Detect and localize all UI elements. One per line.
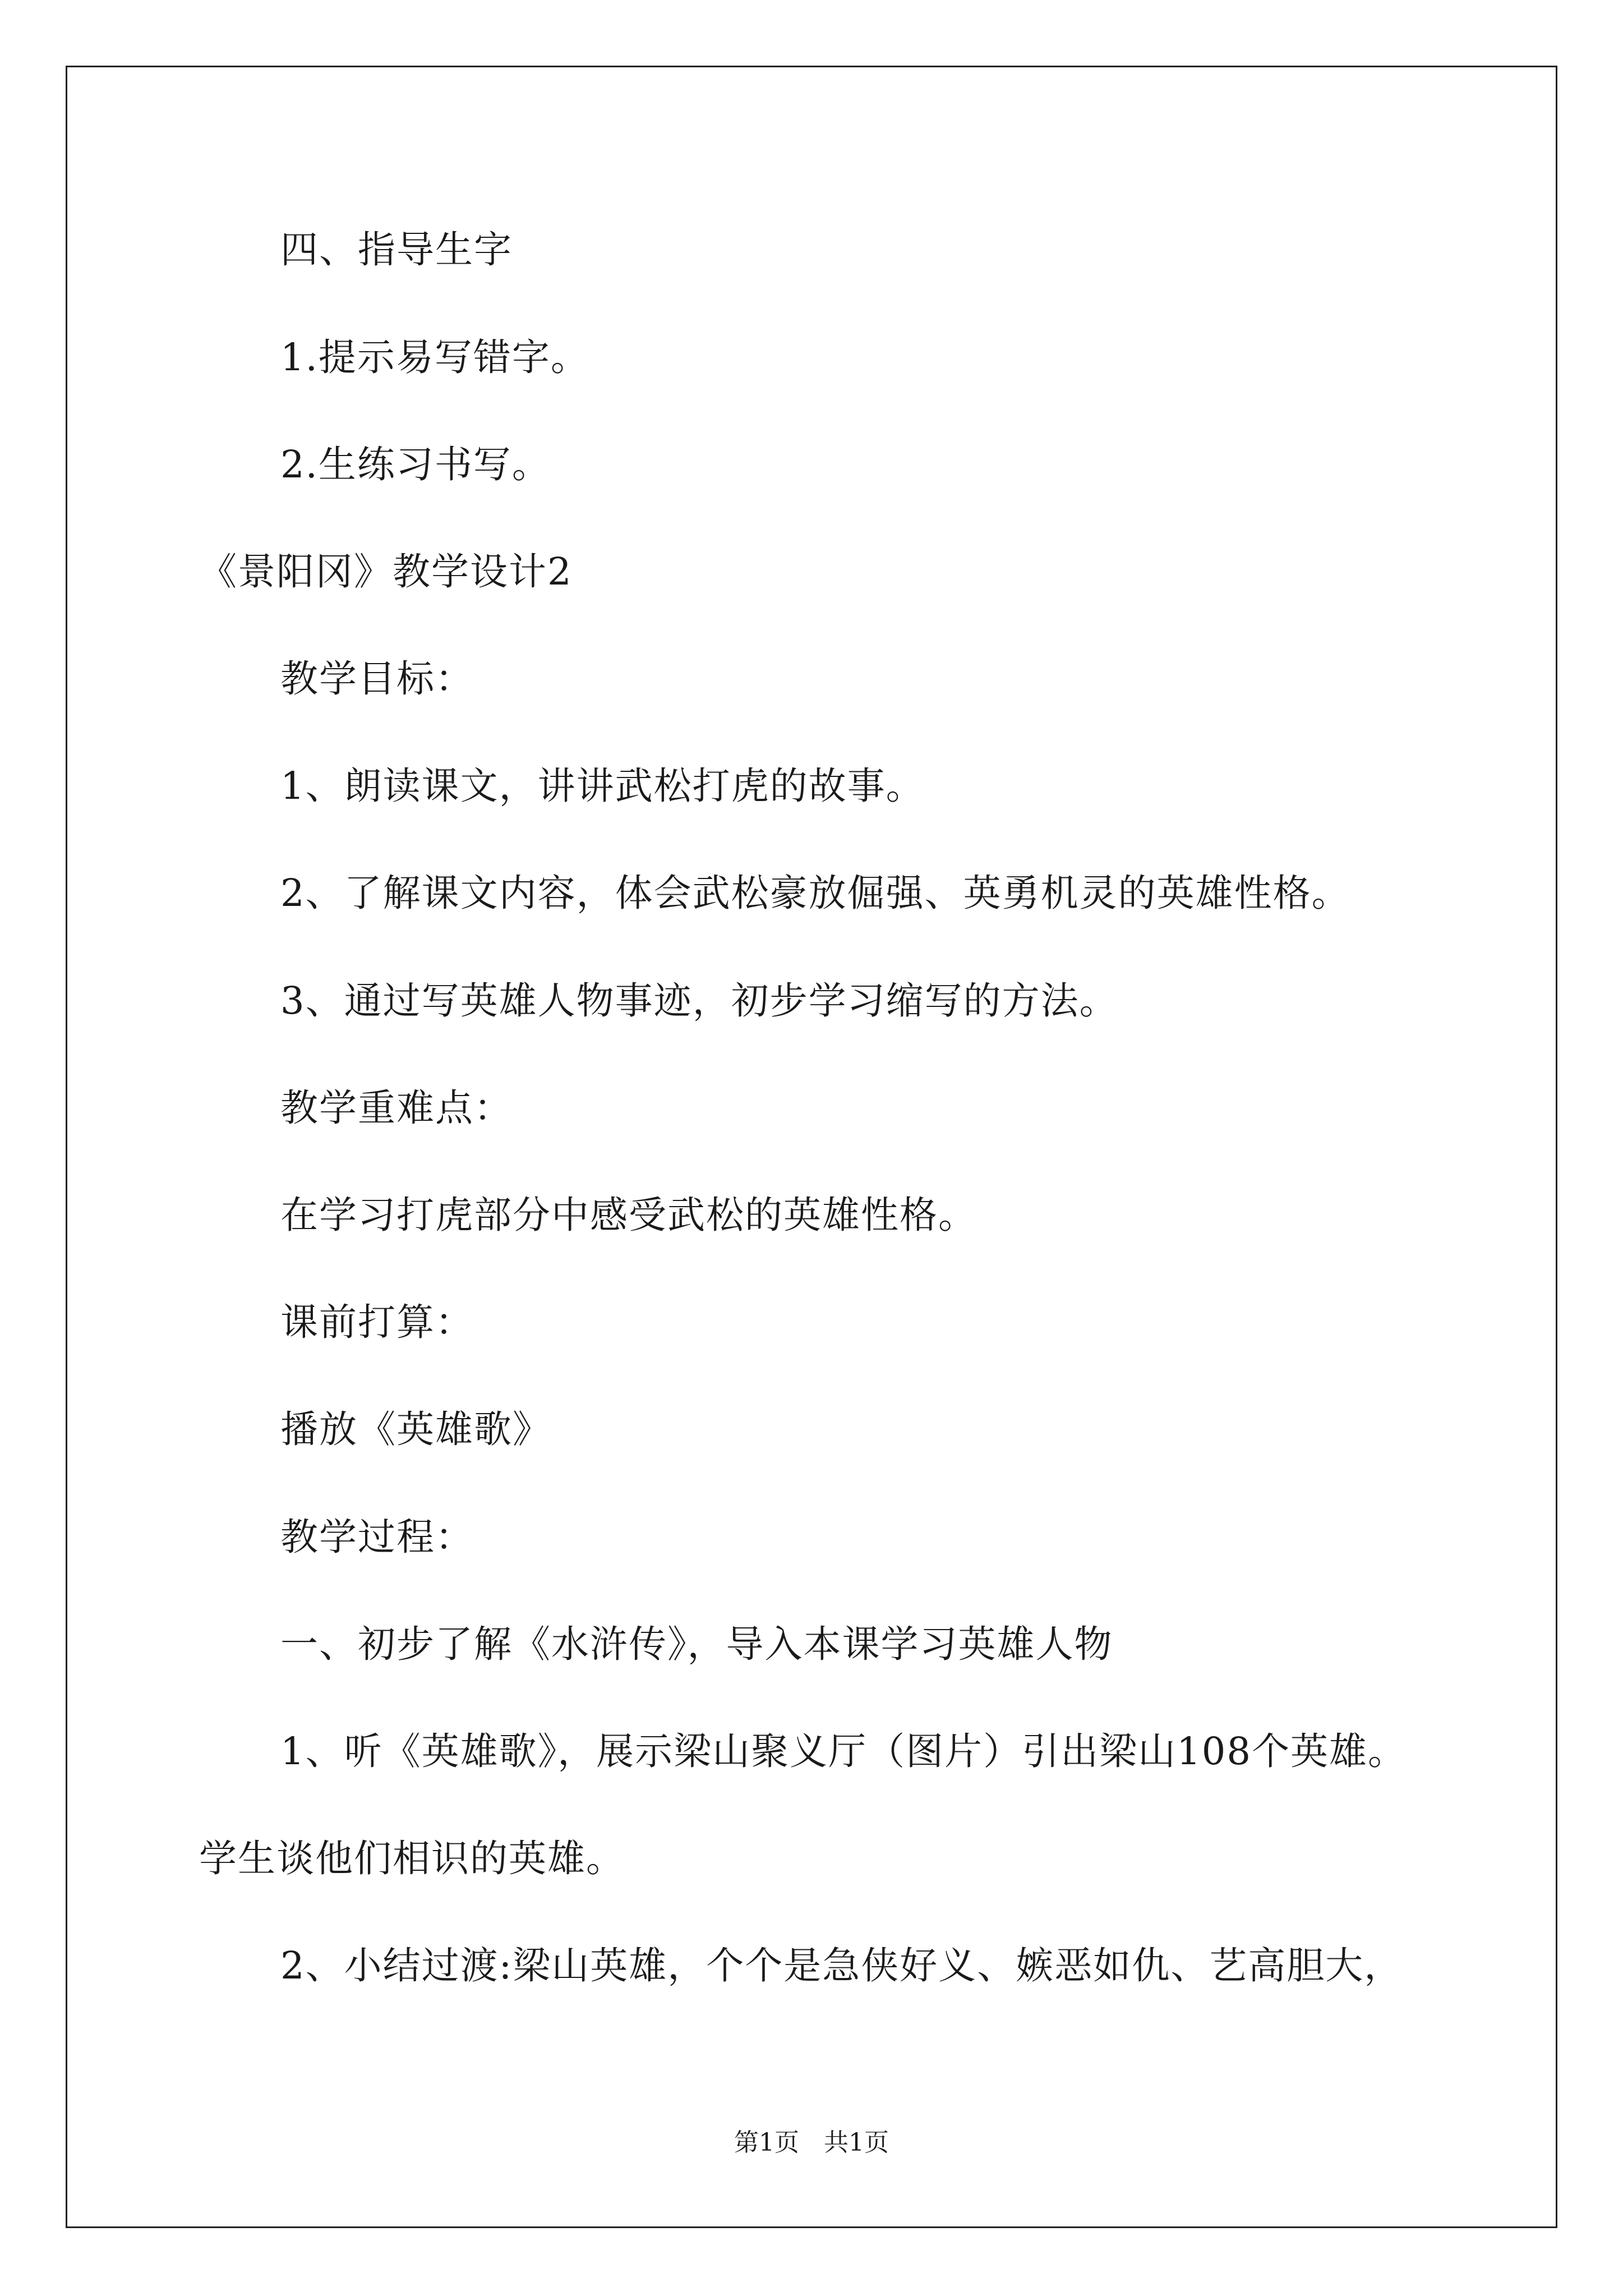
text-line: 3、通过写英雄人物事迹，初步学习缩写的方法。: [280, 979, 1118, 1023]
text-line: 在学习打虎部分中感受武松的英雄性格。: [280, 1193, 977, 1237]
text-line: 教学重难点：: [280, 1086, 513, 1130]
text-line: 2、小结过渡:梁山英雄，个个是急侠好义、嫉恶如仇、艺高胆大，: [280, 1944, 1403, 1987]
text-line: 教学过程：: [280, 1515, 474, 1559]
page-footer: 第1页 共1页: [734, 2128, 889, 2157]
text-line: 播放《英雄歌》: [280, 1407, 551, 1451]
text-line: 课前打算：: [280, 1300, 474, 1344]
text-line: 1、听《英雄歌》，展示梁山聚义厅（图片）引出梁山108个英雄。: [280, 1729, 1407, 1773]
text-line: 教学目标：: [280, 657, 474, 701]
text-line: 1.提示易写错字。: [280, 335, 589, 379]
text-line: 2.生练习书写。: [280, 443, 551, 486]
section-heading: 《景阳冈》教学设计2: [199, 550, 573, 593]
text-line: 一、初步了解《水浒传》，导入本课学习英雄人物: [280, 1622, 1113, 1666]
text-line: 1、朗读课文，讲讲武松打虎的故事。: [280, 764, 925, 808]
text-line: 四、指导生字: [280, 228, 513, 272]
page-frame: [66, 66, 1557, 2228]
text-line: 2、了解课文内容，体会武松豪放倔强、英勇机灵的英雄性格。: [280, 871, 1350, 915]
text-line: 学生谈他们相识的英雄。: [199, 1837, 625, 1880]
